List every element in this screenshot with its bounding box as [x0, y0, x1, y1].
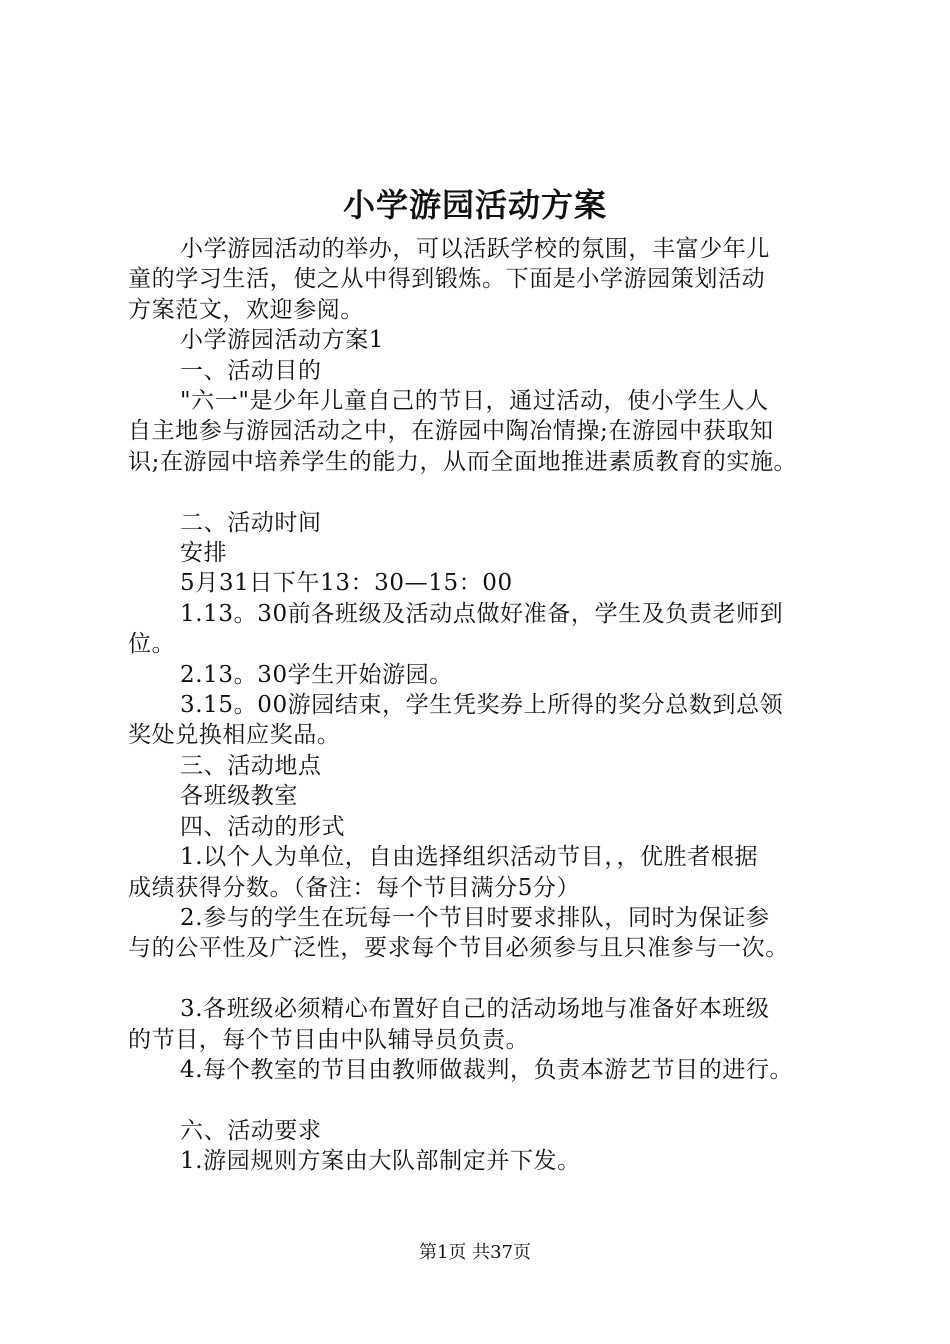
purpose-line-3: 识;在游园中培养学生的能力，从而全面地推进素质教育的实施。: [128, 448, 798, 475]
format-item-2-line-1: 2.参与的学生在玩每一个节目时要求排队，同时为保证参: [180, 904, 770, 931]
format-item-3-line-2: 的节目，每个节目由中队辅导员负责。: [128, 1026, 530, 1053]
schedule-item-1-line-1: 1.13。30前各班级及活动点做好准备，学生及负责老师到: [180, 600, 784, 627]
intro-line-3: 方案范文，欢迎参阅。: [128, 296, 364, 323]
blank-line: [128, 477, 840, 507]
format-item-3-line-1: 3.各班级必须精心布置好自己的活动场地与准备好本班级: [180, 996, 770, 1023]
schedule-date: 5月31日下午13：30—15：00: [180, 570, 513, 597]
purpose-line-1: "六一"是少年儿童自己的节日，通过活动，使小学生人人: [180, 388, 769, 415]
intro-line-1: 小学游园活动的举办，可以活跃学校的氛围，丰富少年儿: [180, 236, 770, 262]
section-heading-format: 四、活动的形式: [180, 813, 346, 840]
schedule-item-3-line-1: 3.15。00游园结束，学生凭奖券上所得的奖分总数到总领: [180, 692, 784, 719]
document-title: 小学游园活动方案: [342, 186, 607, 224]
blank-line: [128, 1085, 840, 1115]
format-item-4: 4.每个教室的节目由教师做裁判，负责本游艺节目的进行。: [180, 1056, 794, 1083]
location-text: 各班级教室: [180, 783, 298, 810]
plan-heading: 小学游园活动方案1: [180, 327, 385, 354]
section-heading-purpose: 一、活动目的: [180, 357, 322, 384]
section-heading-time: 二、活动时间: [180, 509, 322, 536]
section-heading-requirements: 六、活动要求: [180, 1117, 322, 1144]
document-body: [128, 234, 840, 1177]
intro-line-2: 童的学习生活，使之从中得到锻炼。下面是小学游园策划活动: [128, 266, 766, 293]
format-item-1-line-1: 1.以个人为单位，自由选择组织活动节目，，优胜者根据: [180, 844, 759, 871]
requirements-item-1: 1.游园规则方案由大队部制定并下发。: [180, 1148, 581, 1175]
schedule-item-1-line-2: 位。: [128, 631, 176, 658]
format-item-1-line-2: 成绩获得分数。（备注：每个节目满分5分）: [128, 874, 581, 901]
section-heading-location: 三、活动地点: [180, 752, 322, 779]
schedule-label: 安排: [180, 540, 228, 567]
format-item-2-line-2: 与的公平性及广泛性，要求每个节目必须参与且只准参与一次。: [128, 935, 789, 962]
purpose-line-2: 自主地参与游园活动之中，在游园中陶冶情操;在游园中获取知: [128, 418, 774, 445]
blank-line: [128, 964, 840, 994]
schedule-item-2: 2.13。30学生开始游园。: [180, 661, 453, 688]
schedule-item-3-line-2: 奖处兑换相应奖品。: [128, 722, 341, 749]
page-footer: 第1页 共37页: [418, 1242, 532, 1263]
